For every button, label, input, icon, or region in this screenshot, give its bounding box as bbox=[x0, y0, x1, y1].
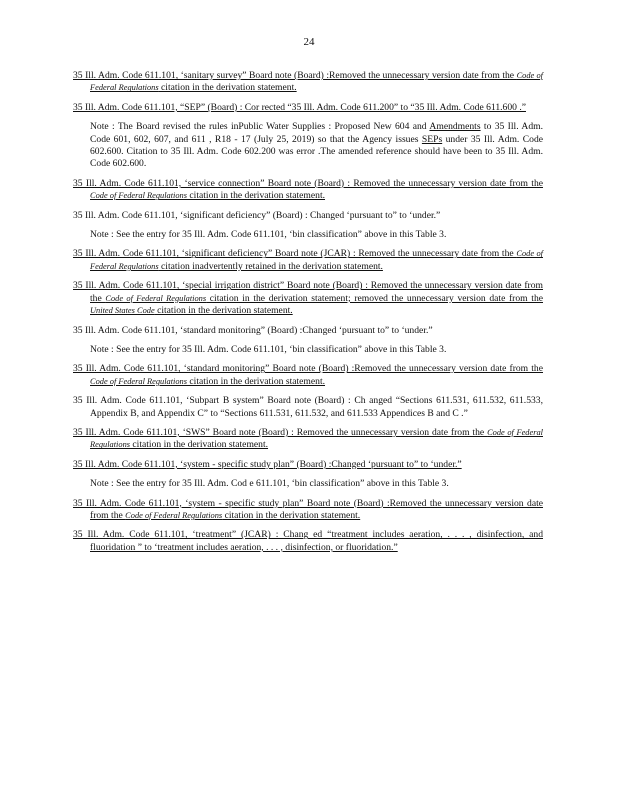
entry-text bbox=[73, 178, 543, 201]
citation-title: Code of Federal Regulations bbox=[90, 249, 543, 271]
text-run: 35 Ill. Adm. Code 611.101, ‘Subpart B system” Board note (Board) : Ch anged “Sections 611.531, 611.532, 611.533, Appendix B, and Appendix C” to “Sections 611.531, 611.532, and 611.533 Appendices B and C .” bbox=[73, 395, 543, 419]
entry-text bbox=[90, 344, 446, 355]
entry-text bbox=[73, 498, 543, 521]
text-run: 35 Ill. Adm. Code 611.101, ‘system - specific study plan” Board note (Board) :Removed the unnecessary version date from the bbox=[73, 497, 543, 521]
amendment-entry bbox=[73, 498, 543, 523]
entry-text bbox=[73, 280, 543, 316]
entry-text bbox=[73, 325, 433, 336]
citation-title: United States Code bbox=[90, 306, 155, 316]
text-run: citation in the derivation statement. bbox=[222, 509, 361, 521]
text-run: under 35 Ill. Adm. Code 602.600. Citation to 35 Ill. Adm. Code 602.200 was error .The amended reference should have been to 35 Ill. Adm. Code 602.600. bbox=[90, 133, 544, 170]
text-run: citation in the derivation statement. bbox=[154, 305, 293, 317]
text-run: 35 Ill. Adm. Code 611.101, ‘significant deficiency” (Board) : Changed ‘pursuant to” to ‘under.” bbox=[73, 209, 441, 221]
amendment-entry bbox=[73, 248, 543, 273]
entry-text bbox=[73, 363, 543, 386]
amendment-entry bbox=[73, 280, 543, 317]
citation-title: Code of Federal Regulations bbox=[90, 427, 543, 450]
text-run: SEPs bbox=[421, 133, 443, 145]
amendment-entry bbox=[73, 178, 543, 203]
text-run: to 35 Ill. Adm. Code 601, 602, 607, and 611 , R18 - 17 (July 25, 2019) so that the Agency issues bbox=[90, 121, 543, 145]
amendment-entry bbox=[73, 102, 543, 114]
entry-text bbox=[90, 229, 446, 240]
amendment-entry bbox=[73, 459, 543, 471]
amendments-list bbox=[73, 70, 543, 561]
citation-title: Code of Federal Regulations bbox=[90, 376, 187, 386]
text-run: 35 Ill. Adm. Code 611.101, ‘system - specific study plan” (Board) :Changed ‘pursuant to” to ‘under.” bbox=[73, 458, 462, 470]
citation-title: Code of Federal Regulations bbox=[90, 71, 543, 93]
text-run: citation in the derivation statement; removed the unnecessary version date from the bbox=[206, 292, 543, 304]
entry-text bbox=[73, 529, 543, 552]
entry-text bbox=[90, 478, 449, 489]
text-run: 35 Ill. Adm. Code 611.101, ‘service connection” Board note (Board) : Removed the unnecessary version date from the bbox=[73, 177, 543, 189]
page-number: 24 bbox=[303, 36, 315, 48]
amendment-entry bbox=[73, 529, 543, 554]
text-run: 35 Ill. Adm. Code 611.101, ‘standard monitoring” (Board) :Changed ‘pursuant to” to ‘under.” bbox=[73, 324, 433, 336]
amendment-entry bbox=[73, 70, 543, 95]
text-run: citation in the derivation statement. bbox=[187, 190, 326, 202]
citation-title: Code of Federal Regulations bbox=[105, 293, 207, 303]
citation-title: Code of Federal Regulations bbox=[90, 191, 187, 201]
entry-text bbox=[73, 427, 543, 450]
table-note bbox=[90, 344, 543, 356]
text-run: citation in the derivation statement. bbox=[130, 439, 269, 451]
citation-title: Code of Federal Regulations bbox=[125, 510, 223, 520]
amendment-entry bbox=[73, 427, 543, 452]
table-note bbox=[90, 478, 543, 490]
text-run: Note : See the entry for 35 Ill. Adm. Code 611.101, ‘bin classification” above in this Table 3. bbox=[90, 343, 447, 355]
text-run: 35 Ill. Adm. Code 611.101, ‘standard monitoring” Board note (Board) :Removed the unnecessary version date from the bbox=[73, 363, 543, 375]
text-run: 35 Ill. Adm. Code 611.101, ‘sanitary survey” Board note (Board) :Removed the unnecessary version date from the bbox=[73, 70, 517, 81]
table-note bbox=[90, 121, 543, 171]
text-run: 35 Ill. Adm. Code 611.101, ‘special irrigation district” Board note (Board) : Removed the unnecessary version date from the bbox=[73, 280, 543, 304]
amendment-entry bbox=[73, 210, 543, 222]
text-run: citation in the derivation statement. bbox=[187, 375, 326, 387]
text-run: Note : The Board revised the rules inPublic Water Supplies : Proposed New 604 and bbox=[90, 121, 430, 133]
text-run: 35 Ill. Adm. Code 611.101, ‘significant deficiency” Board note (JCAR) : Removed the unnecessary date from the bbox=[73, 248, 517, 260]
amendment-entry bbox=[73, 363, 543, 388]
text-run: 35 Ill. Adm. Code 611.101, ‘SWS” Board note (Board) : Removed the unnecessary version date from the bbox=[73, 426, 488, 438]
text-run: citation in the derivation statement. bbox=[158, 82, 297, 94]
text-run: 35 Ill. Adm. Code 611.101, “SEP” (Board) : Cor rected “35 Ill. Adm. Code 611.200” to “35 Ill. Adm. Code 611.600 .” bbox=[73, 101, 526, 113]
entry-text bbox=[90, 121, 543, 169]
text-run: 35 Ill. Adm. Code 611.101, ‘treatment” (JCAR) : Chang ed “treatment includes aeration, . . . , disinfection, and fluoridation ” to ‘treatment includes aeration, . . . , disinfection, or fluoridation.” bbox=[73, 529, 543, 553]
entry-text bbox=[73, 248, 543, 271]
entry-text bbox=[73, 459, 462, 470]
entry-text bbox=[73, 395, 543, 418]
amendment-entry bbox=[73, 395, 543, 420]
text-run: citation inadvertently retained in the derivation statement. bbox=[158, 260, 383, 272]
table-note bbox=[90, 229, 543, 241]
entry-text bbox=[73, 70, 543, 93]
entry-text bbox=[73, 102, 526, 113]
text-run: Amendments bbox=[429, 121, 481, 133]
text-run: Note : See the entry for 35 Ill. Adm. Cod e 611.101, ‘bin classification” above in this Table 3. bbox=[90, 478, 449, 490]
entry-text bbox=[73, 210, 440, 221]
text-run: Note : See the entry for 35 Ill. Adm. Code 611.101, ‘bin classification” above in this Table 3. bbox=[90, 229, 447, 241]
amendment-entry bbox=[73, 325, 543, 337]
